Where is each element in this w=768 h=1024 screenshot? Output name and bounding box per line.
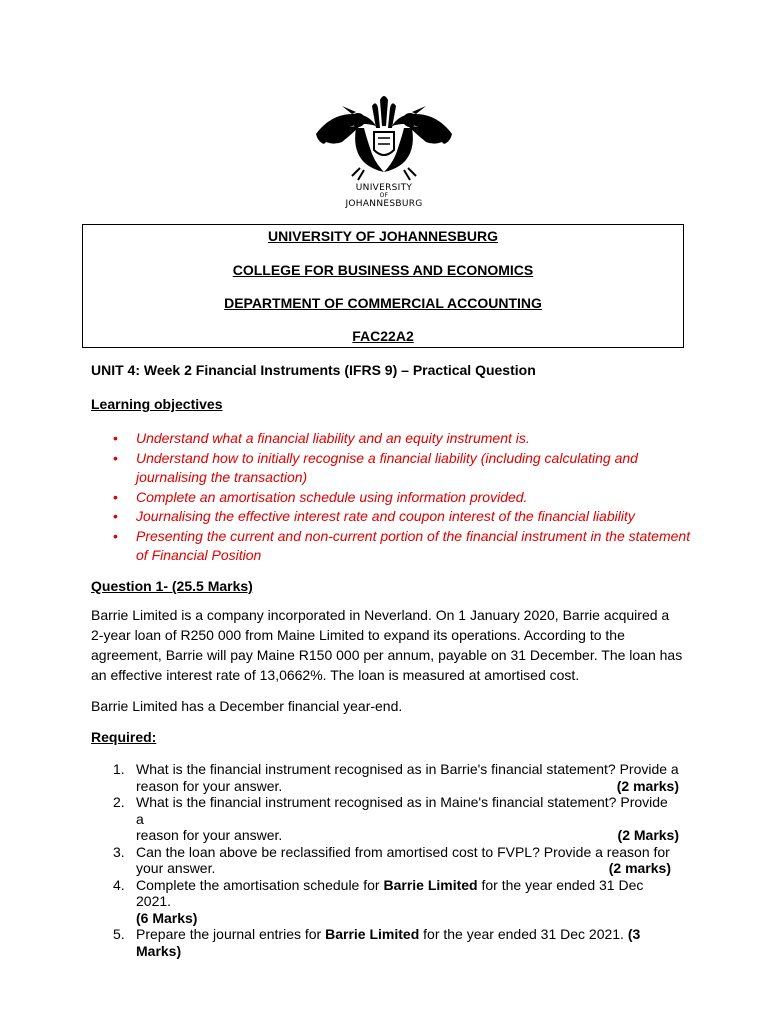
item-number: 1. bbox=[113, 761, 125, 777]
logo-text-of: OF bbox=[379, 192, 389, 199]
required-item bbox=[91, 844, 679, 877]
required-item bbox=[91, 926, 679, 959]
item-text-bold: Barrie Limited bbox=[383, 876, 478, 893]
item-text-line1: What is the financial instrument recognised as in Barrie's financial statement? Provide a bbox=[136, 761, 679, 777]
item-text-pre: Prepare the journal entries for bbox=[136, 926, 326, 942]
item-text-post: for the year ended 31 Dec 2021. bbox=[136, 876, 644, 909]
objective-item bbox=[91, 429, 691, 449]
learning-objectives-title: Learning objectives bbox=[91, 396, 223, 412]
question-title: Question 1- (25.5 Marks) bbox=[91, 578, 253, 594]
university-name: UNIVERSITY OF JOHANNESBURG bbox=[268, 228, 498, 244]
item-marks: (2 Marks) bbox=[617, 827, 679, 843]
objective-item bbox=[91, 527, 691, 566]
required-item bbox=[91, 761, 679, 794]
crest-icon bbox=[312, 92, 456, 192]
university-logo bbox=[312, 92, 456, 214]
item-number: 3. bbox=[113, 843, 125, 860]
header-box bbox=[82, 224, 684, 348]
item-marks: (2 marks) bbox=[608, 860, 671, 876]
bullet-icon: • bbox=[113, 488, 118, 505]
item-number: 5. bbox=[113, 926, 125, 942]
objective-item bbox=[91, 449, 691, 488]
required-list bbox=[91, 761, 679, 959]
item-text-bold: Barrie Limited bbox=[325, 926, 420, 942]
item-number: 4. bbox=[113, 876, 125, 893]
objective-text: Understand how to initially recognise a financial liability (including calculating and journalising the transaction) bbox=[136, 449, 638, 485]
required-title: Required: bbox=[91, 729, 157, 745]
year-end-paragraph: Barrie Limited has a December financial year-end. bbox=[91, 698, 403, 714]
department-name: DEPARTMENT OF COMMERCIAL ACCOUNTING bbox=[224, 295, 542, 311]
unit-title: UNIT 4: Week 2 Financial Instruments (IFRS 9) – Practical Question bbox=[91, 362, 536, 378]
bullet-icon: • bbox=[113, 527, 118, 544]
item-text-line1: Can the loan above be reclassified from amortised cost to FVPL? Provide a reason for bbox=[136, 843, 670, 860]
learning-objectives-list bbox=[91, 429, 691, 566]
item-text-line1: What is the financial instrument recognised as in Maine's financial statement? Provide a bbox=[136, 794, 668, 827]
required-item bbox=[91, 794, 679, 844]
item-text-line2: reason for your answer. bbox=[136, 827, 283, 843]
item-text-post: for the year ended 31 Dec 2021. bbox=[419, 926, 628, 942]
item-marks: (2 marks) bbox=[616, 777, 679, 794]
course-code: FAC22A2 bbox=[352, 328, 414, 344]
item-text-line2: your answer. bbox=[136, 860, 216, 876]
objective-text: Understand what a financial liability and an equity instrument is. bbox=[136, 430, 530, 446]
required-item bbox=[91, 877, 679, 927]
item-text-line2: reason for your answer. bbox=[136, 777, 283, 794]
bullet-icon: • bbox=[113, 508, 118, 524]
bullet-icon: • bbox=[113, 430, 118, 446]
objective-item bbox=[91, 507, 691, 527]
logo-text-johannesburg: JOHANNESBURG bbox=[345, 199, 423, 209]
item-number: 2. bbox=[113, 794, 125, 810]
item-marks: (3 Marks) bbox=[136, 926, 641, 959]
item-marks: (6 Marks) bbox=[136, 909, 198, 926]
item-text-pre: Complete the amortisation schedule for bbox=[136, 876, 384, 893]
bullet-icon: • bbox=[113, 449, 118, 466]
objective-text: Journalising the effective interest rate and coupon interest of the financial liability bbox=[136, 508, 635, 524]
objective-item bbox=[91, 488, 691, 508]
question-paragraph: Barrie Limited is a company incorporated in Neverland. On 1 January 2020, Barrie acquired a 2-year loan of R250 000 from Maine Limited to expand its operations. According to the agreement, Barrie will pay Maine R150 000 per annum, payable on 31 December. The loan has an effective interest rate of 13,0662%. The loan is measured at amortised cost. bbox=[91, 607, 683, 683]
college-name: COLLEGE FOR BUSINESS AND ECONOMICS bbox=[232, 262, 534, 278]
objective-text: Presenting the current and non-current portion of the financial instrument in the statement of Financial Position bbox=[136, 527, 691, 563]
logo-text-university: UNIVERSITY bbox=[355, 183, 413, 193]
objective-text: Complete an amortisation schedule using information provided. bbox=[136, 488, 528, 505]
